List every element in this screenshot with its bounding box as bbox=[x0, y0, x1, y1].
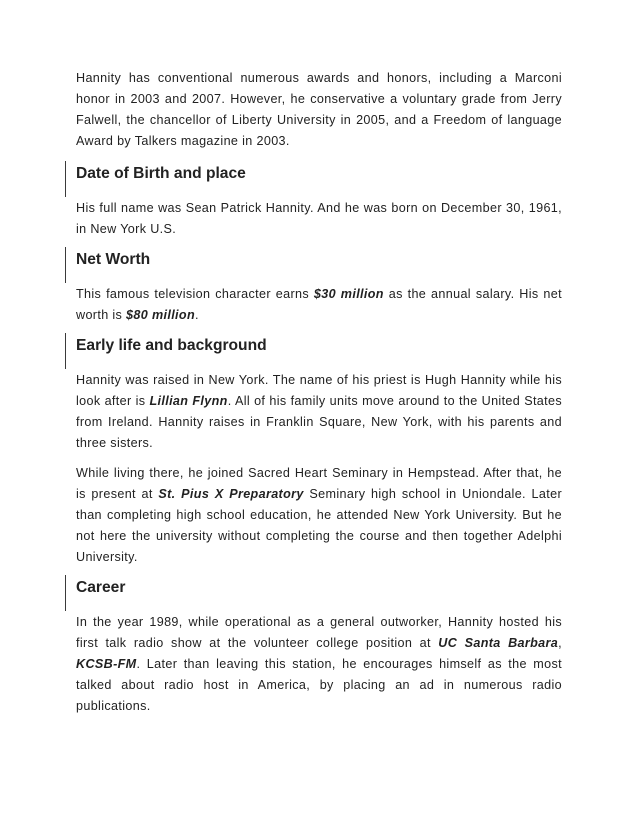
document-page bbox=[76, 68, 562, 726]
text-run: In the year 1989, while operational as a general outworker, Hannity hosted his first talk radio show at the volunteer college position at bbox=[76, 615, 562, 650]
heading-early-life bbox=[76, 335, 562, 357]
text-run: . bbox=[195, 308, 199, 322]
heading-bar bbox=[65, 333, 66, 369]
heading-bar bbox=[65, 575, 66, 611]
intro-paragraph: Hannity has conventional numerous awards and honors, including a Marconi honor in 2003 and 2007. However, he conservative a voluntary grade from Jerry Falwell, the chancellor of Liberty University in 2005, and a Freedom of language Award by Talkers magazine in 2003. bbox=[76, 71, 562, 148]
heading-bar bbox=[65, 161, 66, 197]
heading-text: Net Worth bbox=[76, 251, 151, 268]
text-run: as the annual salary. His net worth is bbox=[76, 287, 562, 322]
salary-value: $30 million bbox=[313, 287, 384, 301]
text-run: , bbox=[558, 636, 562, 650]
text-run: While living there, he joined Sacred Heart Seminary in Hempstead. After that, he is present at bbox=[76, 466, 562, 501]
text-run: . All of his family units move around to the United States from Ireland. Hannity raises in Franklin Square, New York, with his parents and three sisters. bbox=[76, 394, 563, 450]
heading-text: Early life and background bbox=[76, 337, 267, 354]
school-name: St. Pius X Preparatory bbox=[158, 487, 304, 501]
early-life-paragraph-2 bbox=[76, 463, 562, 568]
heading-text: Date of Birth and place bbox=[76, 165, 246, 182]
heading-net-worth bbox=[76, 249, 562, 271]
early-life-paragraph-1 bbox=[76, 370, 562, 454]
heading-bar bbox=[65, 247, 66, 283]
career-paragraph bbox=[76, 612, 562, 717]
text-run: . Later than leaving this station, he encourages himself as the most talked about radio host in America, by placing an ad in numerous radio publications. bbox=[76, 657, 562, 713]
station-name: KCSB-FM bbox=[76, 657, 137, 671]
text-run: This famous television character earns bbox=[76, 287, 314, 301]
heading-career bbox=[76, 577, 562, 599]
college-name: UC Santa Barbara bbox=[438, 636, 559, 650]
guardian-name: Lillian Flynn bbox=[149, 394, 228, 408]
birth-paragraph: His full name was Sean Patrick Hannity. And he was born on December 30, 1961, in New York U.S. bbox=[76, 201, 562, 236]
text-run: Hannity was raised in New York. The name of his priest is Hugh Hannity while his look after is bbox=[76, 373, 562, 408]
heading-date-of-birth bbox=[76, 163, 562, 185]
text-run: Seminary high school in Uniondale. Later than completing high school education, he attended New York University. But he not here the university without completing the course and then together Adelphi University. bbox=[76, 487, 562, 564]
worth-value: $80 million bbox=[126, 308, 195, 322]
networth-paragraph bbox=[76, 284, 562, 326]
heading-text: Career bbox=[76, 579, 126, 596]
